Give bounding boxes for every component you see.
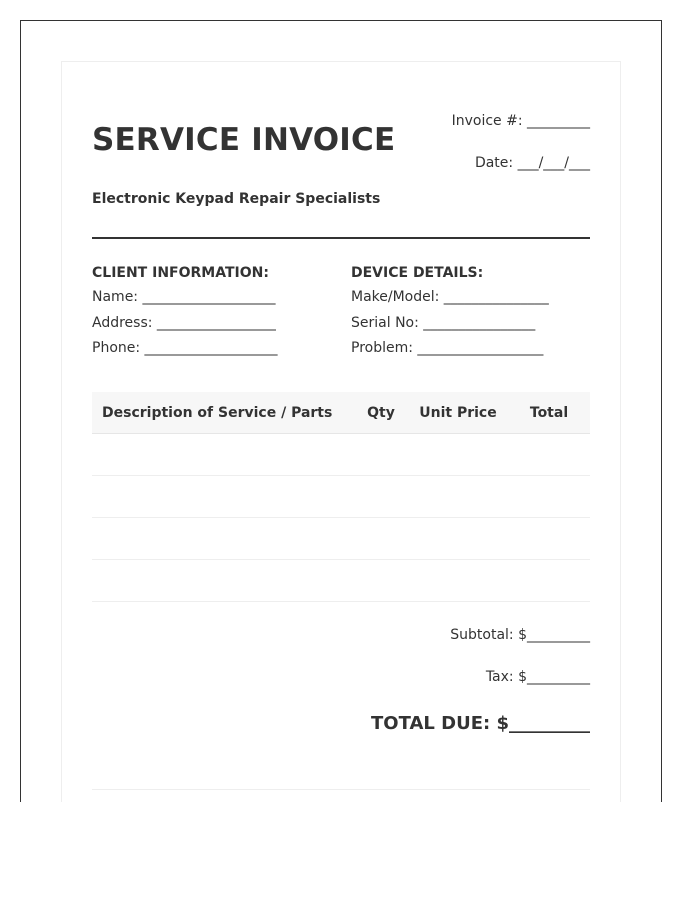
device-details-section: [351, 265, 549, 365]
invoice-number-field: Invoice #: _________: [451, 113, 590, 129]
table-row: [92, 476, 590, 518]
device-model-field: Make/Model: _______________: [351, 289, 549, 305]
tax-field: Tax: $_________: [485, 669, 590, 685]
service-table: [92, 392, 590, 602]
client-name-field: Name: ___________________: [92, 289, 276, 305]
subtotal-field: Subtotal: $_________: [450, 627, 590, 643]
company-name: Electronic Keypad Repair Specialists: [92, 191, 381, 207]
client-address-field: Address: _________________: [92, 314, 276, 331]
total-due-field: TOTAL DUE: $_________: [371, 713, 590, 734]
header-divider: [92, 237, 590, 239]
table-row: [92, 434, 590, 476]
device-details-heading: DEVICE DETAILS:: [351, 265, 484, 281]
table-row: [92, 560, 590, 602]
column-header-total: Total: [529, 404, 569, 421]
column-header-unit-price: Unit Price: [419, 404, 497, 421]
invoice-date-field: Date: ___/___/___: [474, 155, 590, 171]
client-info-heading: CLIENT INFORMATION:: [92, 265, 269, 281]
table-row: [92, 518, 590, 560]
client-info-section: [92, 265, 278, 365]
column-header-qty: Qty: [367, 404, 395, 421]
column-header-description: Description of Service / Parts: [102, 404, 333, 421]
client-phone-field: Phone: ___________________: [92, 340, 278, 356]
invoice-title: SERVICE INVOICE: [92, 122, 396, 158]
device-serial-field: Serial No: ________________: [351, 314, 536, 331]
device-problem-field: Problem: __________________: [351, 340, 544, 356]
table-header: [92, 392, 590, 434]
footer-divider: [92, 789, 590, 790]
